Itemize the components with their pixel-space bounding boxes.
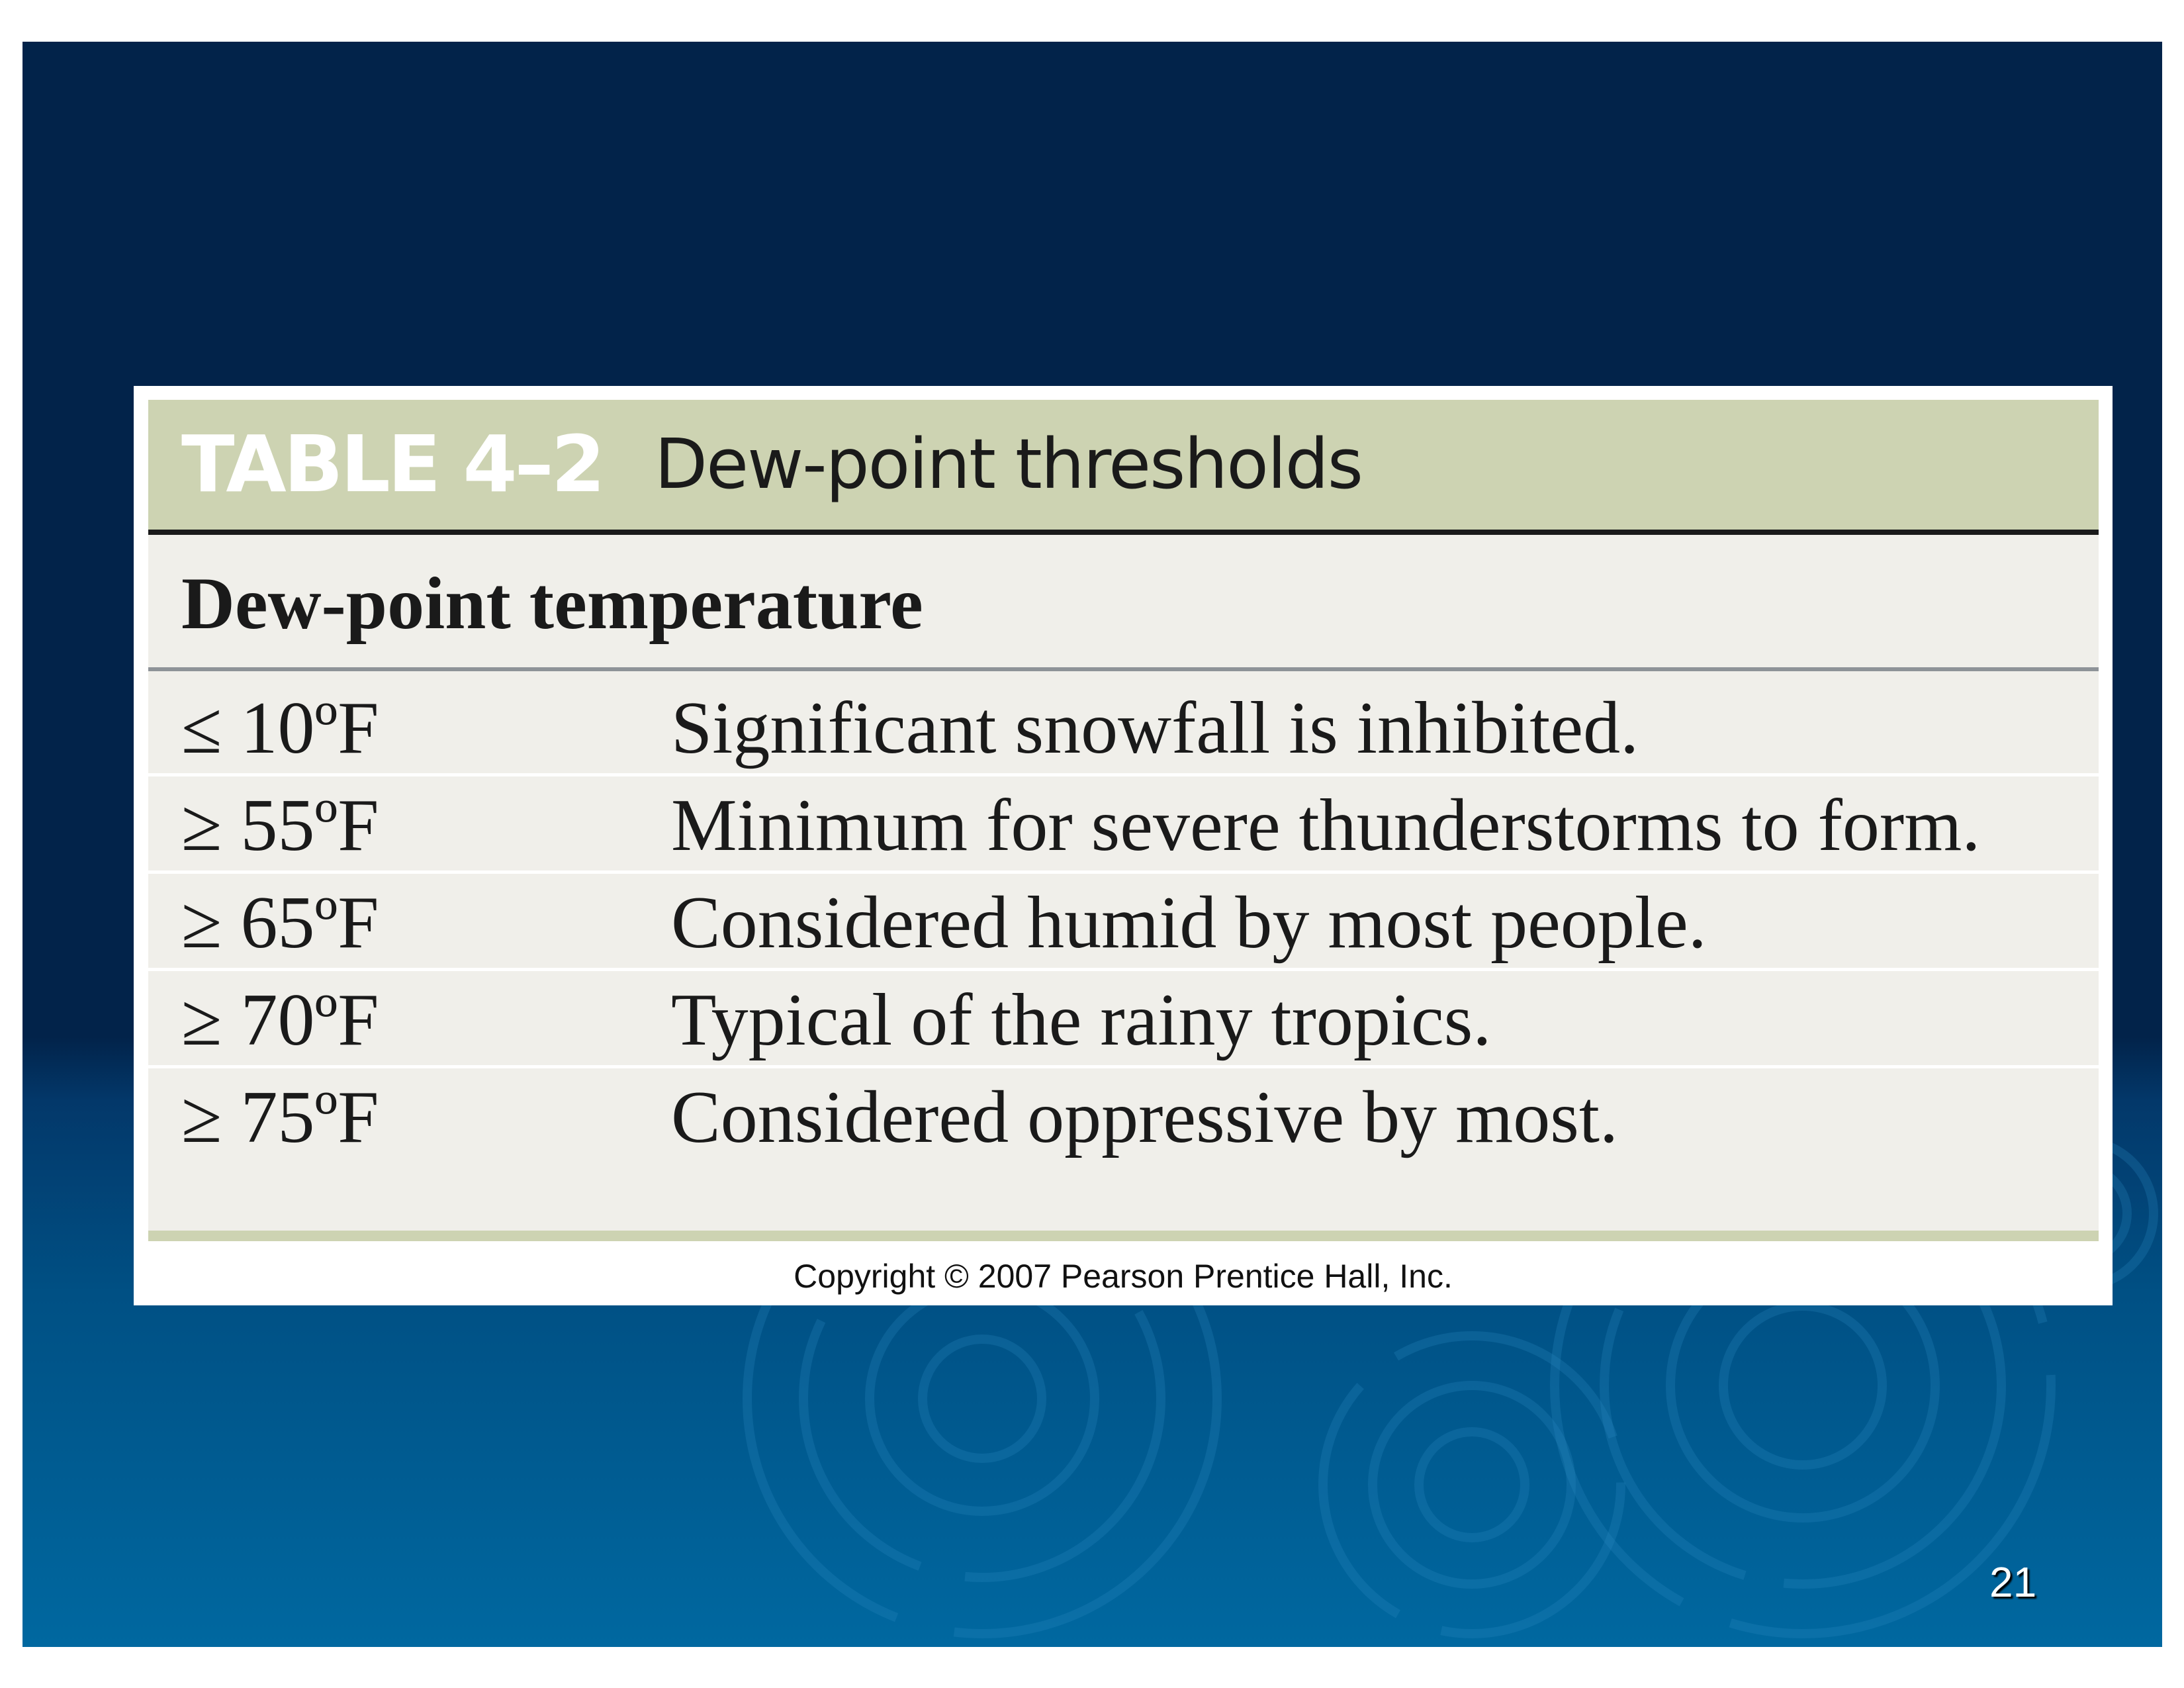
copyright-notice: Copyright © 2007 Pearson Prentice Hall, Inc. (794, 1258, 1453, 1295)
description-cell: Considered humid by most people. (671, 882, 1707, 964)
table-panel (134, 386, 2113, 1305)
table-row (148, 971, 2099, 1068)
table-row (148, 776, 2099, 874)
threshold-cell: ≥ 55ºF (181, 784, 379, 867)
table-body (148, 535, 2099, 1231)
description-cell: Typical of the rainy tropics. (671, 979, 1492, 1061)
page-number: 21 (1989, 1558, 2037, 1606)
column-header: Dew-point temperature (181, 563, 923, 645)
table-footer-band (148, 1231, 2099, 1241)
threshold-cell: ≤ 10ºF (181, 687, 379, 769)
table-header (148, 400, 2099, 535)
table-row (148, 679, 2099, 776)
threshold-cell: ≥ 65ºF (181, 882, 379, 964)
description-cell: Minimum for severe thunderstorms to form. (671, 784, 1981, 867)
slide (23, 42, 2162, 1647)
description-cell: Significant snowfall is inhibited. (671, 687, 1639, 769)
column-divider (148, 667, 2099, 671)
description-cell: Considered oppressive by most. (671, 1076, 1618, 1158)
table-row (148, 1068, 2099, 1166)
table-title: Dew-point thresholds (655, 424, 1362, 504)
table-row (148, 874, 2099, 971)
threshold-cell: ≥ 70ºF (181, 979, 379, 1061)
table-label: TABLE 4–2 (181, 418, 603, 510)
threshold-cell: ≥ 75ºF (181, 1076, 379, 1158)
